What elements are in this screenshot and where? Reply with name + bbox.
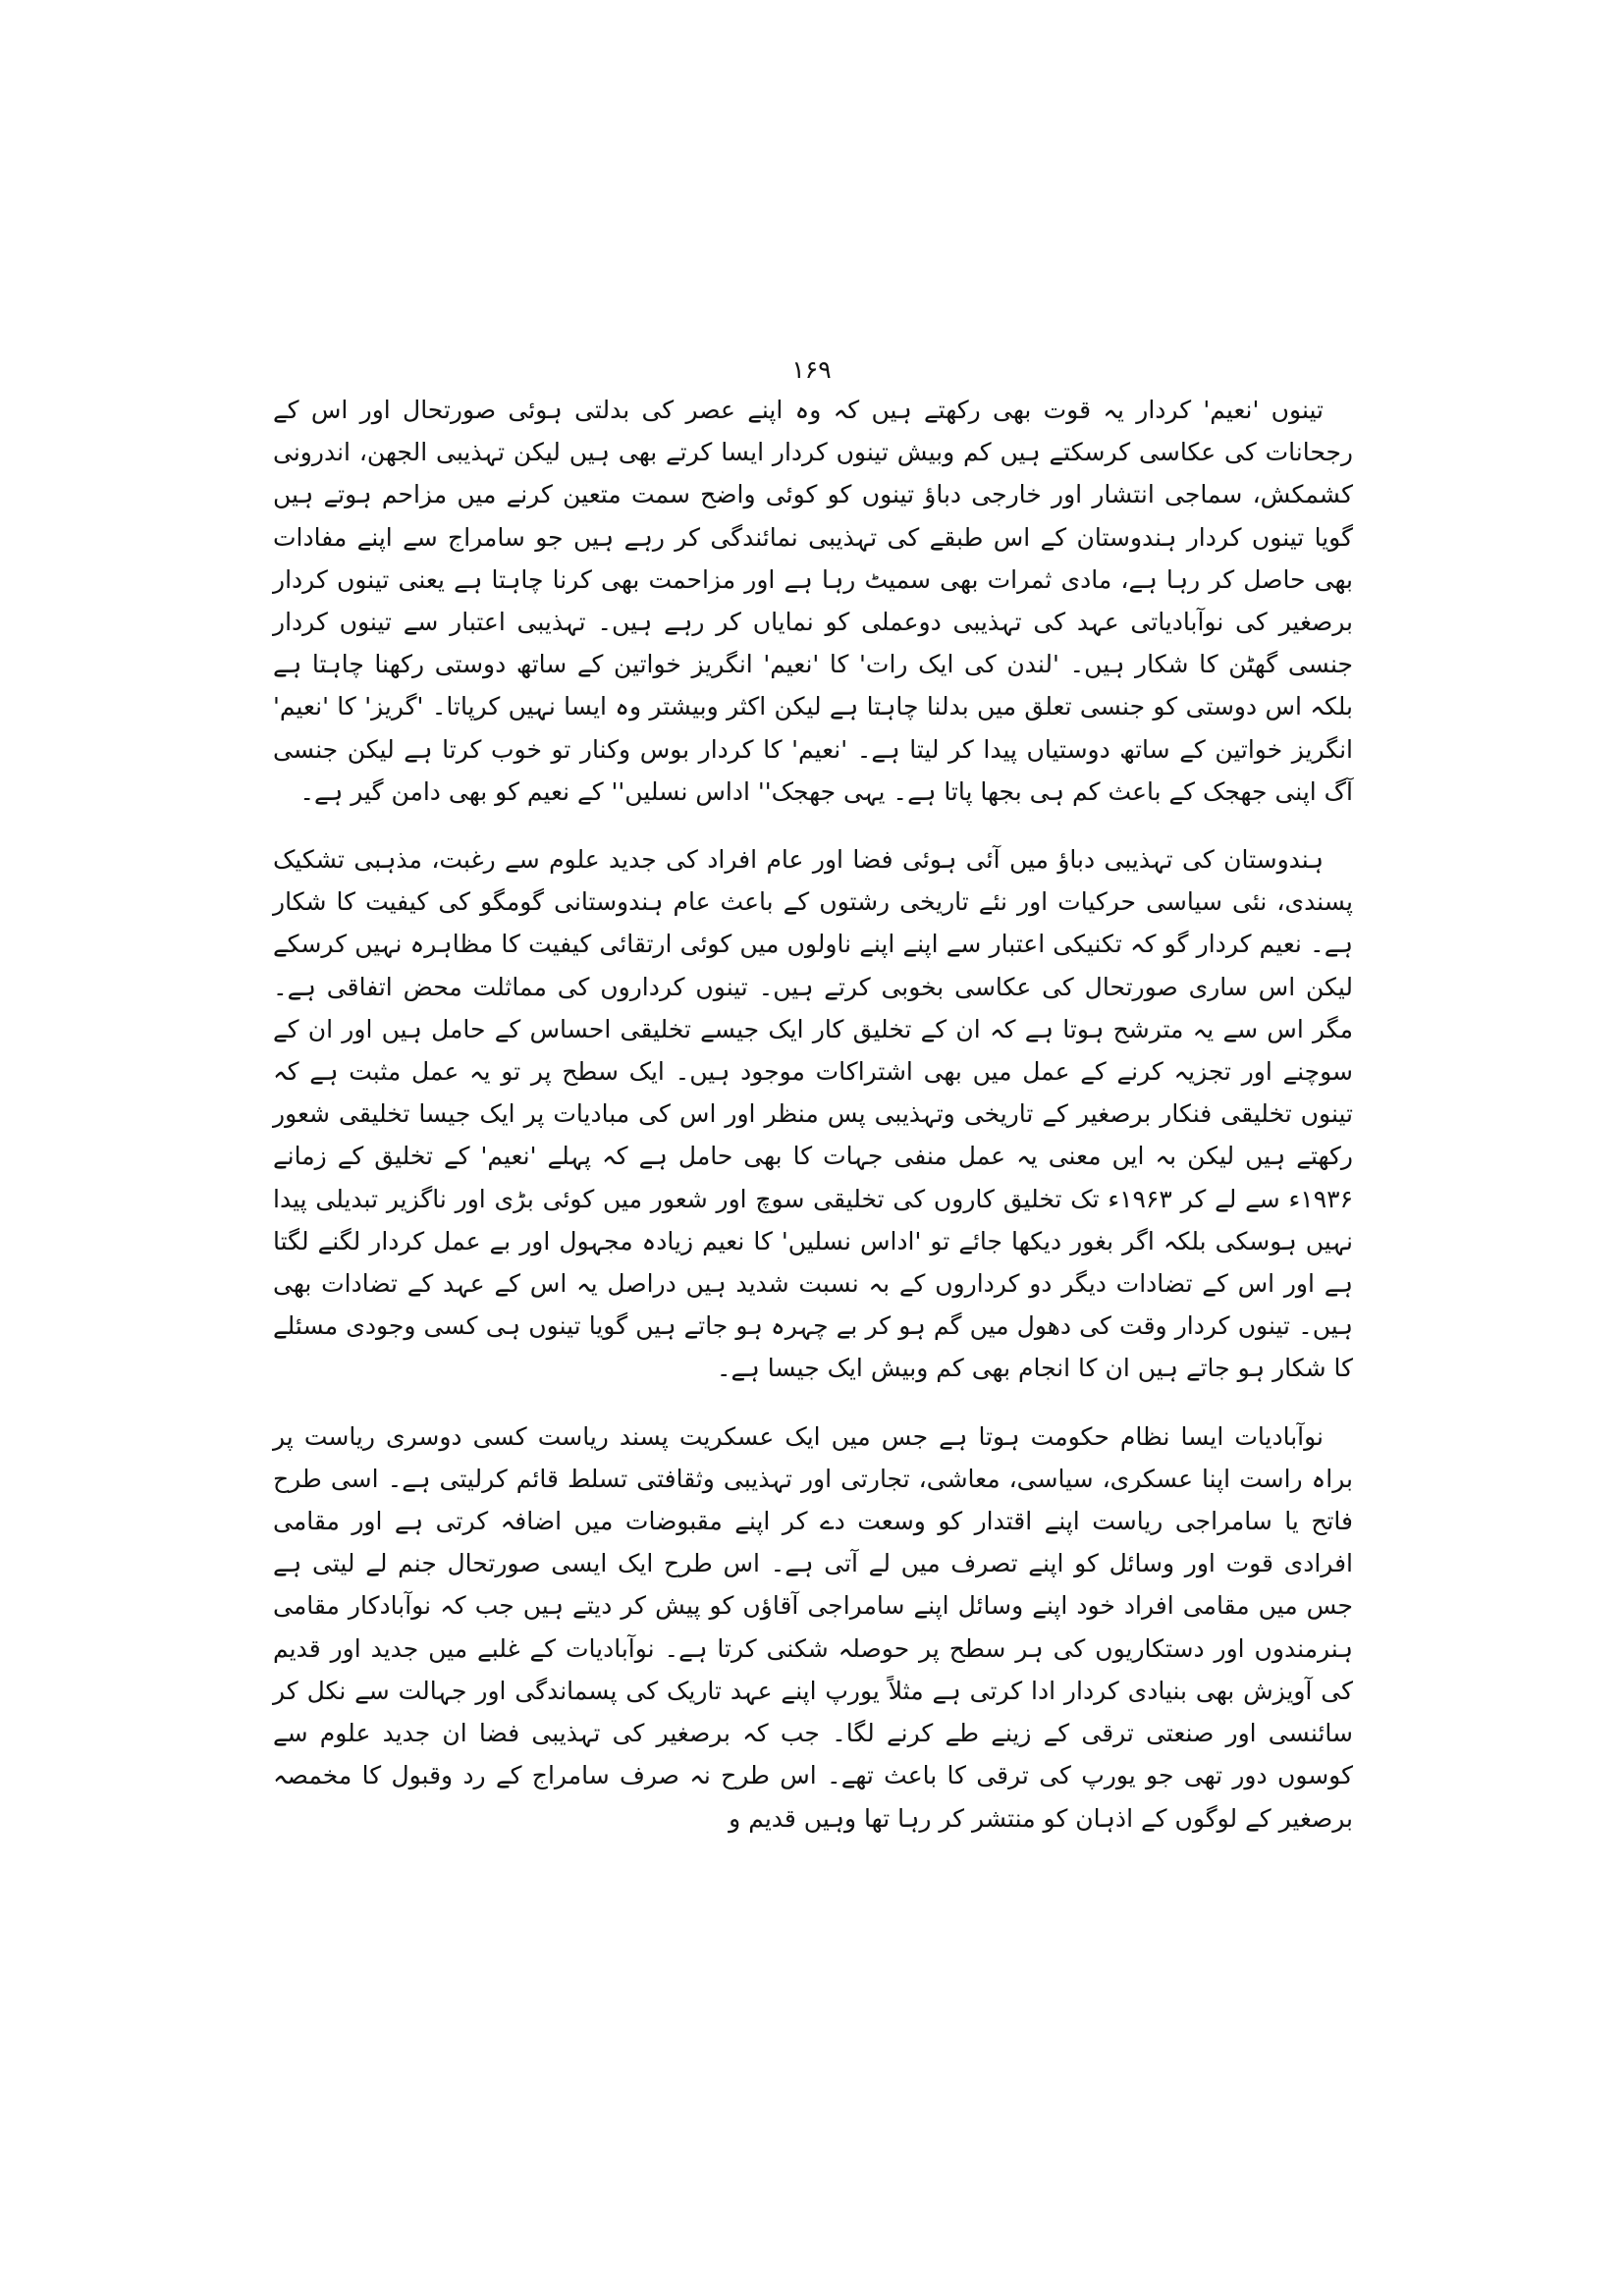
paragraph-3: نوآبادیات ایسا نظام حکومت ہوتا ہے جس میں ایک عسکریت پسند ریاست کسی دوسری ریاست پر براہ راست اپنا عسکری، سیاسی، معاشی، تجارتی اور تہذیبی وثقافتی تسلط قائم کرلیتی ہے۔ اسی طرح فاتح یا سامراجی ریاست اپنے اقتدار کو وسعت دے کر اپنے مقبوضات میں اضافہ کرتی ہے اور مقامی افرادی قوت اور وسائل کو اپنے تصرف میں لے آتی ہے۔ اس طرح ایک ایسی صورتحال جنم لے لیتی ہے جس میں مقامی افراد خود اپنے وسائل اپنے سامراجی آقاؤں کو پیش کر دیتے ہیں جب کہ نوآبادکار مقامی ہنرمندوں اور دستکاریوں کی ہر سطح پر حوصلہ شکنی کرتا ہے۔ نوآبادیات کے غلبے میں جدید اور قدیم کی آویزش بھی بنیادی کردار ادا کرتی ہے مثلاً یورپ اپنے عہد تاریک کی پسماندگی اور جہالت سے نکل کر سائنسی اور صنعتی ترقی کے زینے طے کرنے لگا۔ جب کہ برصغیر کی تہذیبی فضا ان جدید علوم سے کوسوں دور تھی جو یورپ کی ترقی کا باعث تھے۔ اس طرح نہ صرف سامراج کے رد وقبول کا مخمصہ برصغیر کے لوگوں کے اذہان کو منتشر کر رہا تھا وہیں قدیم و	[273, 1421, 1353, 1833]
paragraph-1: تینوں 'نعیم' کردار یہ قوت بھی رکھتے ہیں کہ وہ اپنے عصر کی بدلتی ہوئی صورتحال اور اس کے رجحانات کی عکاسی کرسکتے ہیں کم وبیش تینوں کردار ایسا کرتے بھی ہیں لیکن تہذیبی الجھن، اندرونی کشمکش، سماجی انتشار اور خارجی دباؤ تینوں کو کوئی واضح سمت متعین کرنے میں مزاحم ہوتے ہیں گویا تینوں کردار ہندوستان کے اس طبقے کی تہذیبی نمائندگی کر رہے ہیں جو سامراج سے اپنے مفادات بھی حاصل کر رہا ہے، مادی ثمرات بھی سمیٹ رہا ہے اور مزاحمت بھی کرنا چاہتا ہے یعنی تینوں کردار برصغیر کی نوآبادیاتی عہد کی تہذیبی دوعملی کو نمایاں کر رہے ہیں۔ تہذیبی اعتبار سے تینوں کردار جنسی گھٹن کا شکار ہیں۔ 'لندن کی ایک رات' کا 'نعیم' انگریز خواتین کے ساتھ دوستی رکھنا چاہتا ہے بلکہ اس دوستی کو جنسی تعلق میں بدلنا چاہتا ہے لیکن اکثر وبیشتر وہ ایسا نہیں کرپاتا۔ 'گریز' کا 'نعیم' انگریز خواتین کے ساتھ دوستیاں پیدا کر لیتا ہے۔ 'نعیم' کا کردار بوس وکنار تو خوب کرتا ہے لیکن جنسی آگ اپنی جھجک کے باعث کم ہی بجھا پاتا ہے۔ یہی جھجک'' اداس نسلیں'' کے نعیم کو بھی دامن گیر ہے۔	[273, 396, 1353, 806]
page-number: ۱۶۹	[791, 355, 832, 384]
body-text	[273, 389, 1353, 1840]
paragraph-2: ہندوستان کی تہذیبی دباؤ میں آئی ہوئی فضا اور عام افراد کی جدید علوم سے رغبت، مذہبی تشکیک پسندی، نئی سیاسی حرکیات اور نئے تاریخی رشتوں کے باعث عام ہندوستانی گومگو کی کیفیت کا شکار ہے۔ نعیم کردار گو کہ تکنیکی اعتبار سے اپنے اپنے ناولوں میں کوئی ارتقائی کیفیت کا مظاہرہ نہیں کرسکے لیکن اس ساری صورتحال کی عکاسی بخوبی کرتے ہیں۔ تینوں کرداروں کی مماثلت محض اتفاقی ہے۔ مگر اس سے یہ مترشح ہوتا ہے کہ ان کے تخلیق کار ایک جیسے تخلیقی احساس کے حامل ہیں اور ان کے سوچنے اور تجزیہ کرنے کے عمل میں بھی اشتراکات موجود ہیں۔ ایک سطح پر تو یہ عمل مثبت ہے کہ تینوں تخلیقی فنکار برصغیر کے تاریخی وتہذیبی پس منظر اور اس کی مبادیات پر ایک جیسا تخلیقی شعور رکھتے ہیں لیکن بہ ایں معنی یہ عمل منفی جہات کا بھی حامل ہے کہ پہلے 'نعیم' کے تخلیق کے زمانے ۱۹۳۶ء سے لے کر ۱۹۶۳ء تک تخلیق کاروں کی تخلیقی سوچ اور شعور میں کوئی بڑی اور ناگزیر تبدیلی پیدا نہیں ہوسکی بلکہ اگر بغور دیکھا جائے تو 'اداس نسلیں' کا نعیم زیادہ مجہول اور بے عمل کردار لگنے لگتا ہے اور اس کے تضادات دیگر دو کرداروں کے بہ نسبت شدید ہیں دراصل یہ اس کے عہد کے تضادات بھی ہیں۔ تینوں کردار وقت کی دھول میں گم ہو کر بے چہرہ ہو جاتے ہیں گویا تینوں ہی کسی وجودی مسئلے کا شکار ہو جاتے ہیں ان کا انجام بھی کم وبیش ایک جیسا ہے۔	[273, 845, 1353, 1383]
